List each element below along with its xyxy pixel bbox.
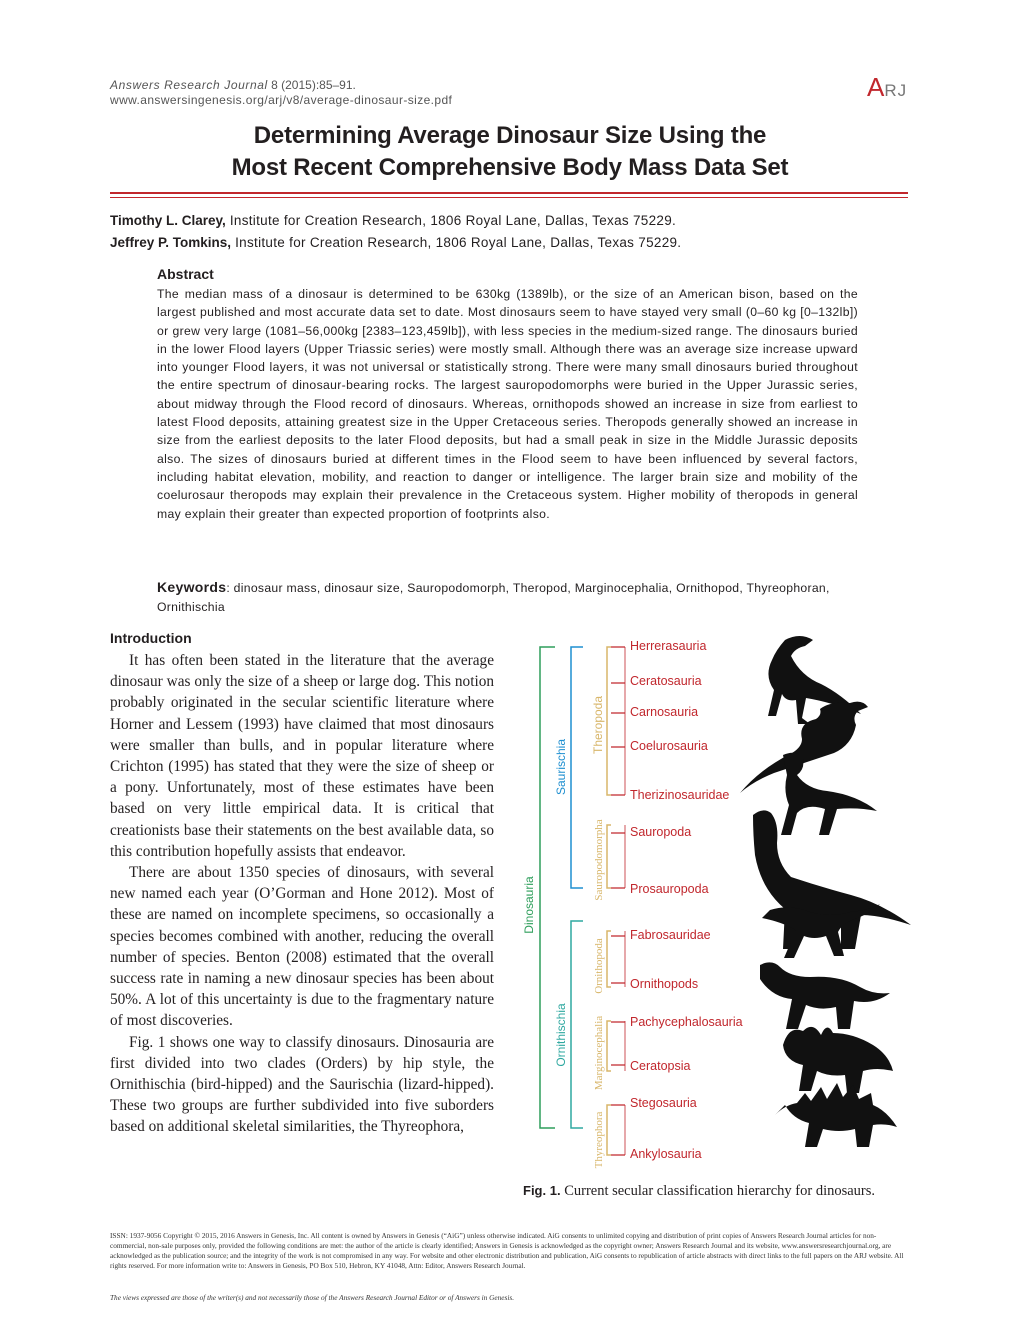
- label-saurischia: Saurischia: [554, 738, 568, 796]
- journal-citation: [110, 78, 452, 108]
- logo-a: A: [867, 72, 885, 102]
- theropoda-bracket: [607, 647, 611, 795]
- abstract-text: The median mass of a dinosaur is determined to be 630kg (1389lb), or the size of an American bison, based on the largest published and most accurate data set to date. Most dinosaurs seem to have stayed very small (0–60 kg [0–132lb]) or grew very large (1081–56,000kg [2383–123,459lb]), with less species in the medium-sized range. The dinosaurs buried in the lower Flood layers (Upper Triassic series) were mostly small. Although there was an average size increase upward into younger Flood layers, it was not universal or statistically strong. There were many small dinosaurs buried throughout the entire spectrum of dinosaur-bearing rocks. The largest sauropodomorphs were buried in the Upper Jurassic series, about midway through the Flood record of dinosaurs. Whereas, ornithopods showed an increase in size from earliest to latest Flood deposits, attaining greatest size in the Upper Cretaceous series. Theropods generally showed an increase in size from the earliest deposits to the later Flood deposits, but had a small peak in size in the Middle Jurassic deposits also. The sizes of dinosaurs buried at different times in the Flood seem to have been influenced by several factors, including habitat elevation, mobility, and reaction to danger or intelligence. The larger brain size and mobility of the coelurosaur theropods may explain their prevalence in the Cretaceous system. Higher mobility of theropods in general may explain their greater than expected proportion of footprints also.: [157, 287, 858, 521]
- leaf-pachycephalosauria: Pachycephalosauria: [630, 1015, 743, 1029]
- author-2: [110, 234, 681, 252]
- leaf-ceratosauria: Ceratosauria: [630, 674, 702, 688]
- logo-rj: RJ: [884, 81, 908, 100]
- dinosauria-bracket: [540, 647, 555, 1128]
- classification-figure: [515, 625, 915, 1170]
- leaf-herrerasauria: Herrerasauria: [630, 639, 707, 653]
- leaf-ceratopsia: Ceratopsia: [630, 1059, 691, 1073]
- keywords-label: Keywords: [157, 579, 227, 595]
- saurischia-bracket: [571, 647, 583, 888]
- leaf-therizinosauridae: Therizinosauridae: [630, 788, 730, 802]
- leaf-fabrosauridae: Fabrosauridae: [630, 928, 711, 942]
- introduction-body: [110, 650, 494, 1138]
- ornithopoda-bracket: [607, 931, 611, 987]
- abstract-heading: Abstract: [157, 266, 214, 282]
- article-title: [100, 120, 920, 184]
- sauropodomorpha-bracket: [607, 825, 611, 888]
- journal-name: Answers Research Journal: [110, 78, 268, 92]
- leaf-carnosauria: Carnosauria: [630, 705, 699, 719]
- leaf-ticks: [611, 647, 625, 1155]
- leaf-ankylosauria: Ankylosauria: [630, 1147, 702, 1161]
- label-thyreophora: Thyreophora: [593, 1111, 605, 1169]
- label-ornithopoda: Ornithopoda: [593, 938, 605, 994]
- label-marginocephalia: Marginocephalia: [593, 1015, 605, 1091]
- keywords: [157, 578, 858, 616]
- title-rule-thick: [110, 192, 908, 194]
- figure-caption: [523, 1182, 907, 1200]
- ceratopsian-silhouette: [783, 1027, 893, 1093]
- marginocephalia-bracket: [607, 1021, 611, 1071]
- leaf-sauropoda: Sauropoda: [630, 825, 692, 839]
- citation-volume: 8 (2015):85–91.: [267, 78, 356, 92]
- author-name: Timothy L. Clarey,: [110, 213, 226, 228]
- keywords-list: : dinosaur mass, dinosaur size, Sauropodomorph, Theropod, Marginocephalia, Ornithopod, Thyreophoran, Ornithischia: [157, 581, 830, 614]
- article-url[interactable]: www.answersingenesis.org/arj/v8/average-dinosaur-size.pdf: [110, 93, 453, 107]
- author-affiliation: Institute for Creation Research, 1806 Royal Lane, Dallas, Texas 75229.: [225, 213, 677, 228]
- introduction-heading: Introduction: [110, 630, 192, 646]
- label-ornithischia: Ornithischia: [554, 1003, 568, 1067]
- caption-label: Fig. 1.: [523, 1183, 561, 1198]
- copyright-footer: ISSN: 1937-9056 Copyright © 2015, 2016 Answers in Genesis, Inc. All content is owned by Answers in Genesis (“AiG”) unless otherwise indicated. AiG consents to unlimited copying and distribution of print copies of Answers Research Journal articles for non-commercial, non-sale purposes only, provided the following conditions are met: the author of the article is clearly identified; Answers in Genesis is acknowledged as the copyright owner; Answers Research Journal and its website, www.answersresearchjournal.org, are acknowledged as the publication source; and the integrity of the work is not compromised in any way. For website and other electronic distribution and publication, AiG consents to republication of article abstracts with direct links to the full papers on the ARJ website. All rights reserved. For more information write to: Answers in Genesis, PO Box 510, Hebron, KY 41048, Attn: Editor, Answers Research Journal.: [110, 1231, 904, 1270]
- author-1: [110, 212, 676, 230]
- iguanodon-silhouette: [760, 962, 890, 1029]
- label-dinosauria: Dinosauria: [522, 876, 536, 934]
- leaf-stegosauria: Stegosauria: [630, 1096, 697, 1110]
- leaf-coelurosauria: Coelurosauria: [630, 739, 708, 753]
- title-line-1: Determining Average Dinosaur Size Using the: [253, 122, 767, 149]
- ornithischia-bracket: [571, 921, 583, 1128]
- title-rule-thin: [110, 197, 908, 198]
- paragraph: There are about 1350 species of dinosaurs, with several new named each year (O’Gorman and Hone 2012). Most of these are named on incomplete specimens, so occasionally a species becomes combined with another, reducing the overall number of species. Benton (2008) estimated that the overall success rate in naming a new dinosaur species has been about 50%. A lot of this uncertainty is due to the fragmentary nature of most discoveries.: [110, 864, 494, 1030]
- paragraph: Fig. 1 shows one way to classify dinosaurs. Dinosauria are first divided into two clades (Orders) by hip style, the Ornithischia (bird-hipped) and the Saurischia (lizard-hipped). These two groups are further subdivided into five suborders based on additional skeletal similarities, the Thyreophora,: [110, 1033, 494, 1136]
- stegosaurus-silhouette: [775, 1083, 897, 1147]
- arj-logo: [867, 72, 907, 103]
- author-affiliation: Institute for Creation Research, 1806 Royal Lane, Dallas, Texas 75229.: [231, 235, 682, 250]
- therizinosaurus-silhouette: [781, 753, 877, 835]
- leaf-ornithopods: Ornithopods: [630, 977, 699, 991]
- label-sauropodomorpha: Sauropodomorpha: [593, 819, 605, 901]
- title-line-2: Most Recent Comprehensive Body Mass Data Set: [231, 154, 789, 181]
- thyreophora-bracket: [607, 1105, 611, 1155]
- caption-text: Current secular classification hierarchy for dinosaurs.: [560, 1183, 876, 1199]
- paragraph: It has often been stated in the literature that the average dinosaur was only the size of a sheep or large dog. This notion probably originated in the secular scientific literature where Horner and Lessem (1993) have claimed that most dinosaurs were smaller than bulls, and in popular literature where Crichton (1995) has stated that they were the size of sheep or a pony. Unfortunately, most of these estimates have been based on very little empirical data. It is critical that creationists base their statements on the best available data, so this contribution hopefully assists that endeavor.: [110, 652, 494, 860]
- label-theropoda: Theropoda: [591, 695, 605, 755]
- leaf-prosauropoda: Prosauropoda: [630, 882, 709, 896]
- disclaimer: The views expressed are those of the writer(s) and not necessarily those of the Answers Research Journal Editor or of Answers in Genesis.: [110, 1293, 515, 1302]
- author-name: Jeffrey P. Tomkins,: [110, 235, 232, 250]
- ceratosaurus-silhouette: [740, 702, 868, 793]
